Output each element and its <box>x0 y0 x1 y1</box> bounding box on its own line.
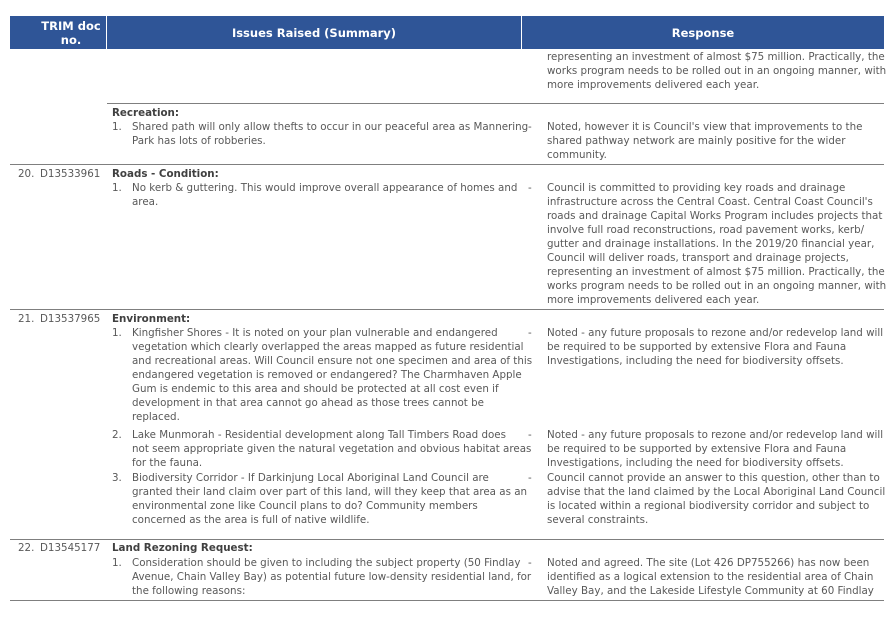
response-dash: - <box>528 327 532 339</box>
issue-line: Park has lots of robberies. <box>132 135 266 147</box>
issue-line: the following reasons: <box>132 585 246 597</box>
header-number <box>10 16 34 49</box>
row-divider <box>10 309 884 310</box>
response-line: community. <box>547 149 607 161</box>
header-issues-raised: Issues Raised (Summary) <box>231 25 397 40</box>
response-line: Council cannot provide an answer to this question, other than to <box>547 472 880 484</box>
response-line: representing an investment of almost $75 million. Practically, the <box>547 51 885 63</box>
issue-heading: Roads - Condition: <box>112 168 219 180</box>
issue-line: concerned as the area is full of native wildlife. <box>132 514 370 526</box>
issue-line: Lake Munmorah - Residential development along Tall Timbers Road does <box>132 429 506 441</box>
issue-line: area. <box>132 196 159 208</box>
issue-marker: 1. <box>112 121 122 133</box>
issue-line: and recreational areas. Will Council ensure not one specimen and area of this <box>132 355 533 367</box>
response-line: infrastructure across the Central Coast. Central Coast Council's <box>547 196 873 208</box>
row-divider <box>10 600 884 601</box>
response-dash: - <box>528 557 532 569</box>
response-line: roads and drainage Capital Works Program includes projects that <box>547 210 883 222</box>
response-dash: - <box>528 121 532 133</box>
response-line: Noted and agreed. The site (Lot 426 DP755266) has now been <box>547 557 870 569</box>
response-line: be required to be supported by extensive Flora and Fauna <box>547 341 847 353</box>
row-number: 22. <box>18 542 35 554</box>
response-dash: - <box>528 182 532 194</box>
issue-marker: 1. <box>112 557 122 569</box>
row-number: 21. <box>18 313 35 325</box>
row-number: 20. <box>18 168 35 180</box>
row-divider <box>107 103 884 104</box>
issue-line: not seem appropriate given the natural vegetation and obvious habitat areas <box>132 443 532 455</box>
response-line: Noted, however it is Council's view that improvements to the <box>547 121 863 133</box>
response-line: representing an investment of almost $75 million. Practically, the <box>547 266 885 278</box>
response-line: several constraints. <box>547 514 649 526</box>
issue-marker: 1. <box>112 327 122 339</box>
issue-line: Kingfisher Shores - It is noted on your plan vulnerable and endangered <box>132 327 498 339</box>
response-line: Council is committed to providing key roads and drainage <box>547 182 846 194</box>
response-line: Valley Bay, and the Lakeside Lifestyle Community at 60 Findlay <box>547 585 874 597</box>
response-line: Noted - any future proposals to rezone and/or redevelop land will <box>547 429 884 441</box>
issue-marker: 3. <box>112 472 122 484</box>
issue-heading: Recreation: <box>112 107 180 119</box>
issue-line: endangered vegetation is removed or endangered? The Charmhaven Apple <box>132 369 522 381</box>
response-line: Council will deliver roads, transport and drainage projects, <box>547 252 849 264</box>
issue-line: No kerb & guttering. This would improve overall appearance of homes and <box>132 182 518 194</box>
issue-line: Biodiversity Corridor - If Darkinjung Local Aboriginal Land Council are <box>132 472 489 484</box>
response-line: gutter and drainage installations. In the 2019/20 financial year, <box>547 238 875 250</box>
issue-line: granted their land claim over part of this land, will they keep that area as an <box>132 486 528 498</box>
response-dash: - <box>528 472 532 484</box>
response-line: Investigations, including the need for biodiversity offsets. <box>547 457 844 469</box>
response-line: more improvements delivered each year. <box>547 79 760 91</box>
response-dash: - <box>528 429 532 441</box>
issue-line: Gum is endemic to this area and should be protected at all cost even if <box>132 383 499 395</box>
trim-doc-number: D13537965 <box>40 313 101 325</box>
trim-doc-number: D13533961 <box>40 168 101 180</box>
trim-doc-number: D13545177 <box>40 542 101 554</box>
response-line: Noted - any future proposals to rezone and/or redevelop land will <box>547 327 884 339</box>
issue-line: vegetation which clearly overlapped the areas mapped as future residential <box>132 341 524 353</box>
row-divider <box>10 164 884 165</box>
issue-line: Shared path will only allow thefts to occur in our peaceful area as Mannering <box>132 121 529 133</box>
issue-heading: Land Rezoning Request: <box>112 542 253 554</box>
response-line: shared pathway network are mainly positive for the wider <box>547 135 846 147</box>
row-divider <box>10 539 884 540</box>
issue-line: replaced. <box>132 411 180 423</box>
header-trim-doc-no: TRIM doc no. <box>41 18 101 47</box>
header-response: Response <box>671 25 735 40</box>
response-line: is located within a regional biodiversity corridor and subject to <box>547 500 870 512</box>
response-line: identified as a logical extension to the residential area of Chain <box>547 571 874 583</box>
table-header <box>10 16 884 49</box>
response-line: works program needs to be rolled out in an ongoing manner, with <box>547 280 887 292</box>
issue-line: Avenue, Chain Valley Bay) as potential future low-density residential land, for <box>132 571 532 583</box>
issue-line: environmental zone like Council plans to do? Community members <box>132 500 478 512</box>
response-line: more improvements delivered each year. <box>547 294 760 306</box>
response-line: Investigations, including the need for biodiversity offsets. <box>547 355 844 367</box>
issue-line: Consideration should be given to including the subject property (50 Findlay <box>132 557 521 569</box>
issue-heading: Environment: <box>112 313 191 325</box>
issue-marker: 2. <box>112 429 122 441</box>
issue-line: development in that area cannot go ahead as those trees cannot be <box>132 397 484 409</box>
response-line: be required to be supported by extensive Flora and Fauna <box>547 443 847 455</box>
response-line: advise that the land claimed by the Local Aboriginal Land Council <box>547 486 886 498</box>
response-line: works program needs to be rolled out in an ongoing manner, with <box>547 65 887 77</box>
issue-line: for the fauna. <box>132 457 203 469</box>
issue-marker: 1. <box>112 182 122 194</box>
response-line: involve full road reconstructions, road pavement works, kerb/ <box>547 224 865 236</box>
